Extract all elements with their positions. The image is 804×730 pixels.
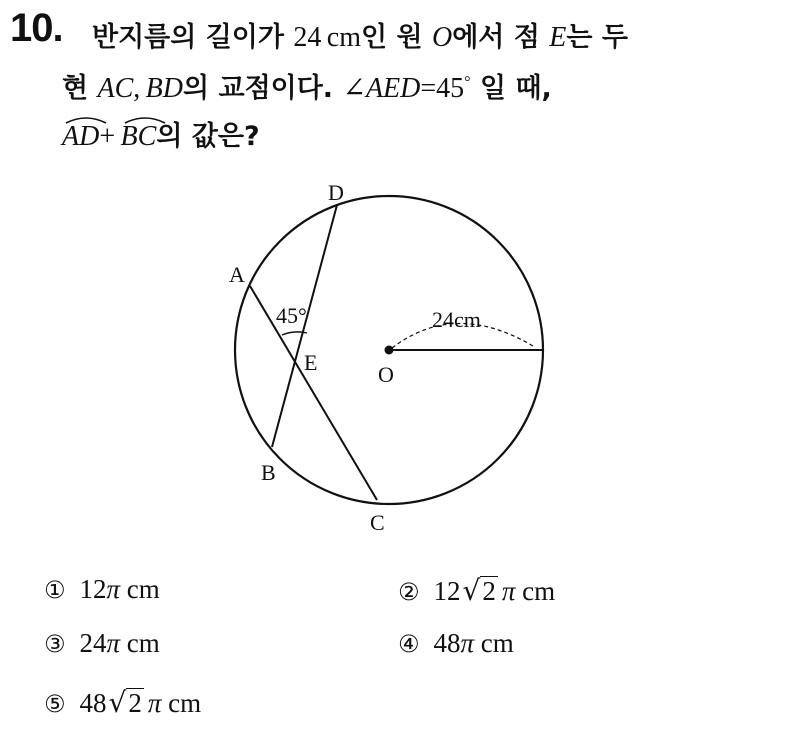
question-text: 에서 점 xyxy=(452,22,550,53)
choice-4[interactable] xyxy=(398,628,514,659)
label-e: E xyxy=(304,350,318,375)
arc-ad-label: AD xyxy=(62,121,100,152)
label-d: D xyxy=(328,180,344,205)
label-o: O xyxy=(378,362,394,387)
degree-sign: ° xyxy=(464,74,471,91)
chord-bd: BD xyxy=(145,73,183,104)
radius-value: 24 xyxy=(293,22,322,53)
pi-symbol: π xyxy=(106,574,121,604)
equals-sign: = xyxy=(420,73,437,104)
choice-number: 24 xyxy=(79,628,107,658)
pi-symbol: π xyxy=(460,628,475,658)
question-number: 10. xyxy=(10,6,63,50)
question-text: 는 두 xyxy=(566,22,628,53)
pi-symbol: π xyxy=(106,628,121,658)
label-b: B xyxy=(261,460,276,485)
center-point xyxy=(385,346,394,355)
question-text: 의 값은? xyxy=(156,121,260,152)
choice-number: 12 xyxy=(79,574,107,604)
question-text: 현 xyxy=(62,73,98,104)
radicand: 2 xyxy=(482,576,496,606)
choice-unit: cm xyxy=(120,574,160,604)
choice-marker: ① xyxy=(44,576,66,604)
center-name: O xyxy=(431,22,453,53)
choice-unit: cm xyxy=(120,628,160,658)
question-text: 반지름의 길이가 xyxy=(92,22,294,53)
choice-unit: cm xyxy=(474,628,514,658)
choice-marker: ③ xyxy=(44,630,66,658)
choice-marker: ④ xyxy=(398,630,420,658)
point-e-name: E xyxy=(549,22,567,53)
angle-symbol: ∠ xyxy=(342,73,366,104)
chord-ac: AC xyxy=(97,73,134,104)
plus-sign: + xyxy=(99,121,116,152)
choice-2[interactable] xyxy=(398,574,555,607)
arc-bc-label: BC xyxy=(120,121,157,152)
choice-unit: cm xyxy=(161,688,202,718)
choice-number: 48 xyxy=(79,688,107,718)
pi-symbol: π xyxy=(147,688,162,718)
question-text: 일 때, xyxy=(470,73,552,104)
square-root xyxy=(109,686,144,719)
radius-label: 24cm xyxy=(432,307,481,332)
pi-symbol: π xyxy=(501,576,516,606)
choice-3[interactable] xyxy=(44,628,160,659)
choice-number: 48 xyxy=(433,628,461,658)
angle-value: 45 xyxy=(436,73,465,104)
choice-marker: ⑤ xyxy=(44,690,66,718)
choice-1[interactable] xyxy=(44,574,160,605)
choice-unit: cm xyxy=(515,576,556,606)
comma: , xyxy=(133,73,141,104)
question-text: 의 교점이다. xyxy=(183,73,343,104)
label-c: C xyxy=(370,510,385,535)
angle-name: AED xyxy=(365,73,421,104)
radicand: 2 xyxy=(128,688,142,718)
angle-label: 45° xyxy=(276,303,307,328)
choice-marker: ② xyxy=(398,578,420,606)
radius-unit: cm xyxy=(326,22,361,53)
radical-sign: √ xyxy=(462,574,481,607)
radical-sign: √ xyxy=(108,686,127,719)
square-root xyxy=(463,574,498,607)
question-text: 인 원 xyxy=(361,22,432,53)
choice-number: 12 xyxy=(433,576,461,606)
choice-5[interactable] xyxy=(44,686,201,719)
label-a: A xyxy=(229,262,245,287)
